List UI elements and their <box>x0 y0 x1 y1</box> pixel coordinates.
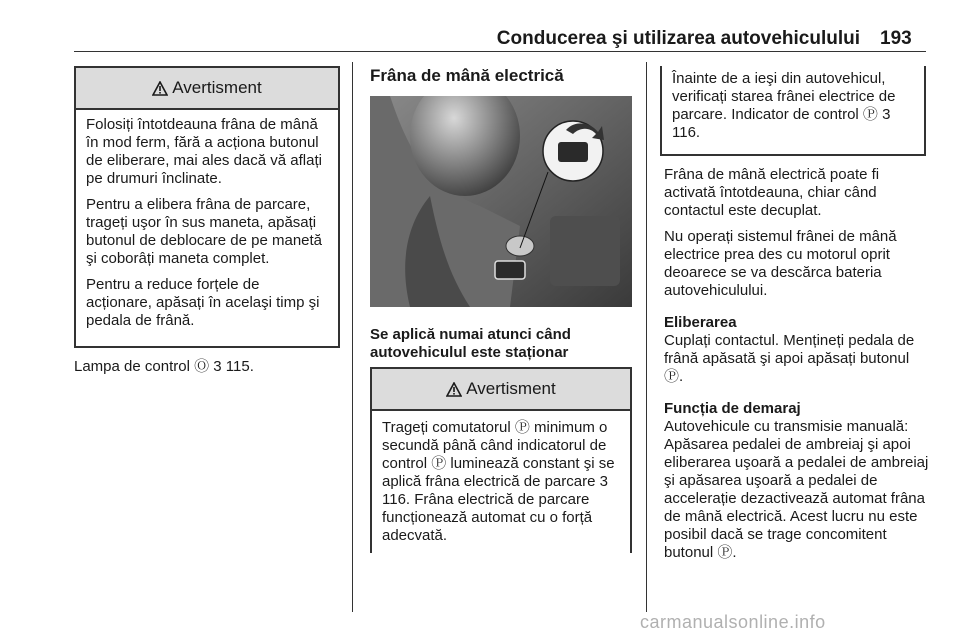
warning-paragraph: Trageți comutatorul Ⓟ minimum o secundă până când indicatorul de control Ⓟ luminează constant şi se aplică frâna electrică de parcare 3 116. Frâna electrică de parcare funcționează automat cu o forță adecvată. <box>382 419 615 544</box>
watermark: carmanualsonline.info <box>640 612 826 632</box>
section-title: Frâna de mână electrică <box>370 66 564 85</box>
warning-body <box>372 411 630 555</box>
start-function-text: Autovehicule cu transmisie manuală: Apăsarea pedalei de ambreiaj şi apoi eliberarea uşoară a pedalei de ambreiaj şi apăsarea uşoară a pedalei de accelerație dezactivează automat frâna de mână electrică. Acest lucru nu este posibil dacă se trage concomitent butonul Ⓟ. <box>664 418 929 561</box>
lamp-text: Lampa de control <box>74 358 190 375</box>
warning-triangle-icon <box>152 81 168 96</box>
subheading: Se aplică numai atunci când autovehiculul este staționar <box>370 326 571 361</box>
warning-title: Avertisment <box>172 78 262 97</box>
running-header-title: Conducerea şi utilizarea autovehiculului <box>496 28 860 49</box>
release-heading: Eliberarea <box>664 314 737 331</box>
warning-body <box>76 110 338 340</box>
page-number: 193 <box>880 28 912 49</box>
warning-paragraph: Pentru a reduce forțele de acționare, apăsați în acelaşi timp şi pedala de frână. <box>86 276 320 329</box>
warning-body <box>662 66 924 152</box>
page-reference: 3 115. <box>213 358 254 375</box>
warning-box-continued <box>660 66 926 156</box>
warning-header <box>76 68 338 110</box>
warning-box-left <box>74 66 340 348</box>
right-body-text <box>664 166 930 570</box>
paragraph: Frâna de mână electrică poate fi activată întotdeauna, chiar când contactul este decuplat. <box>664 166 880 219</box>
column-divider-1 <box>352 62 353 612</box>
header-rule <box>74 51 926 52</box>
parking-brake-photo <box>370 96 632 307</box>
paragraph: Nu operați sistemul frânei de mână electrice prea des cu motorul oprit deoarece se va descărca bateria autovehiculului. <box>664 228 897 299</box>
warning-title: Avertisment <box>466 379 556 398</box>
warning-paragraph: Pentru a elibera frâna de parcare, trageți uşor în sus maneta, apăsați butonul de deblocare de pe manetă şi coborâți maneta complet. <box>86 196 323 267</box>
release-text: Cuplați contactul. Mențineți pedala de frână apăsată şi apoi apăsați butonul Ⓟ. <box>664 332 915 385</box>
parking-brake-illustration <box>370 96 632 307</box>
column-divider-2 <box>646 62 647 612</box>
warning-triangle-icon <box>446 382 462 397</box>
warning-paragraph: Înainte de a ieşi din autovehicul, verificați starea frânei electrice de parcare. Indicator de control Ⓟ 3 116. <box>672 70 896 141</box>
warning-header <box>372 369 630 411</box>
warning-paragraph: Folosiți întotdeauna frâna de mână în mod ferm, fără a acționa butonul de eliberare, mai ales dacă vă aflați pe drumuri înclinate. <box>86 116 322 187</box>
lamp-reference <box>74 358 344 376</box>
start-function-heading: Funcția de demaraj <box>664 400 801 417</box>
control-lamp-symbol-icon: Ⓞ <box>194 358 210 375</box>
warning-box-middle <box>370 367 632 553</box>
